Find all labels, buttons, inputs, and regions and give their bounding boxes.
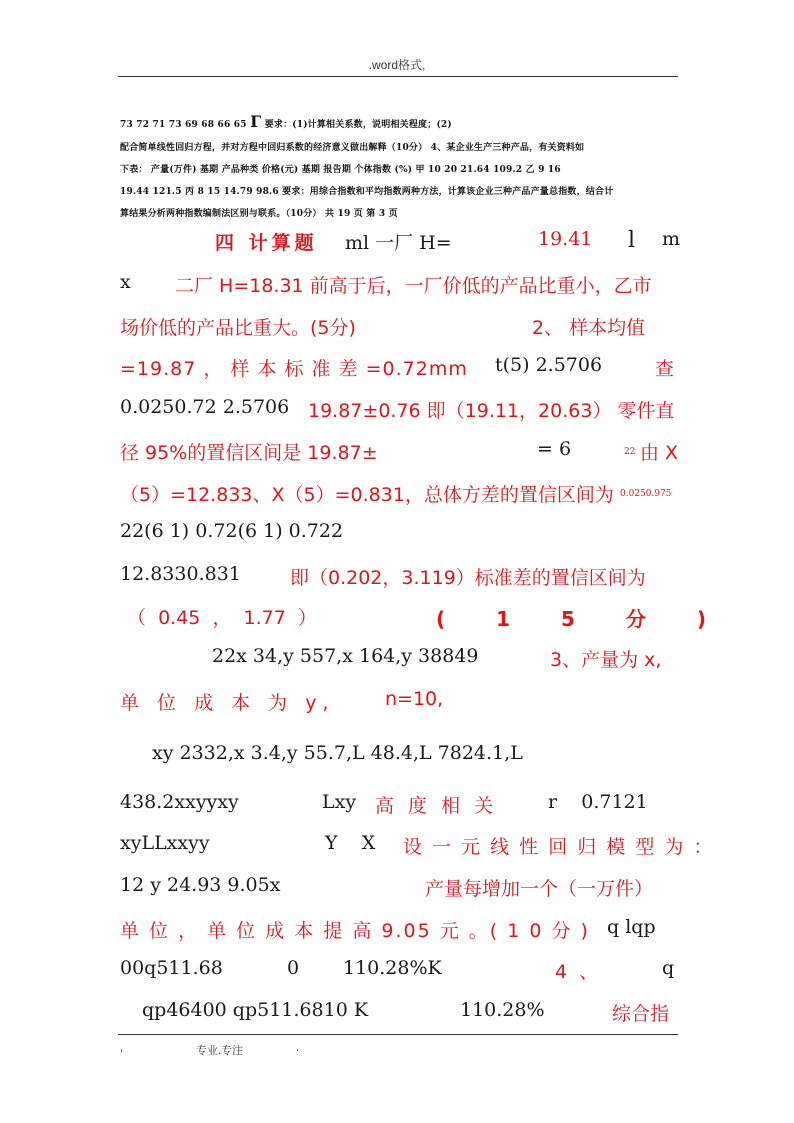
page-header: .word格式, [368, 58, 426, 72]
l7-b: 0.0250.975 [620, 489, 672, 499]
header-rule [118, 76, 678, 77]
intro-line-1-b: 要求：(1)计算相关系数，说明相关程度；(2) [264, 120, 452, 130]
l10-b: ( 1 5 分 ) [436, 607, 728, 631]
body-line-7 [0, 480, 794, 514]
l11-a: 22x 34,y 557,x 164,y 38849 [212, 645, 479, 667]
l1-d: m [662, 228, 681, 250]
body-line-11 [0, 645, 794, 679]
l4-b: t(5) 2.5706 [495, 354, 603, 376]
body-line-13 [0, 742, 794, 776]
l2-b: 二厂 H=18.31 前高于后，一厂价低的产品比重小，乙市 [175, 275, 652, 297]
l12-a: 单 位 成 本 为 y, [120, 692, 335, 714]
l6-a: 径 95%的置信区间是 19.87± [120, 442, 378, 464]
l14-c: 高 度 相 关 [375, 795, 498, 817]
section-title: 四 计算题 [215, 232, 318, 254]
intro-line-1 [120, 112, 680, 131]
footer-rule [118, 1034, 678, 1035]
l18-c: 110.28%K [343, 957, 442, 979]
l7-a: （5）=12.833、X（5）=0.831，总体方差的置信区间为 [120, 484, 614, 506]
l3-a: 场价低的产品比重大。(5分) [120, 317, 356, 339]
l6-c: 22 [624, 447, 636, 457]
l4-c: 查 [655, 358, 675, 380]
intro-line-1-a: 73 72 71 73 69 68 66 65 [120, 120, 247, 130]
body-line-18 [0, 957, 794, 991]
l19-a: qp46400 qp511.6810 K [142, 999, 369, 1021]
l18-b: 0 [287, 957, 300, 979]
intro-line-5: 算结果分析两种指数编制法区别与联系。（10分） 共 19 页 第 3 页 [120, 209, 398, 219]
body-line-2 [0, 271, 794, 305]
footer-center: 专业.专注 [196, 1045, 244, 1057]
l17-b: q lqp [607, 916, 656, 938]
body-line-15 [0, 832, 794, 866]
footer-right: . [296, 1042, 300, 1054]
body-line-6 [0, 438, 794, 472]
body-line-12 [0, 688, 794, 722]
l14-b: Lxy [322, 791, 357, 813]
l8-a: 22(6 1) 0.72(6 1) 0.722 [120, 520, 344, 542]
l11-b: 3、产量为 x, [550, 649, 662, 671]
l16-a: 12 y 24.93 9.05x [120, 874, 281, 896]
body-line-10 [0, 603, 794, 637]
l10-a: （ 0.45 ， 1.77 ） [127, 607, 317, 629]
l17-a: 单 位 ， 单 位 成 本 提 高 9.05 元 。( 1 0 分 ) [120, 920, 590, 942]
body-line-5 [0, 396, 794, 430]
l6-b: = 6 [537, 438, 572, 460]
l1-a: ml 一厂 H= [345, 232, 452, 254]
intro-line-2: 配合简单线性回归方程，并对方程中回归系数的经济意义做出解释（10分） 4、某企业生产三种产品，有关资料如 [120, 143, 585, 153]
l18-d: 4 、 [555, 961, 599, 983]
l13-a: xy 2332,x 3.4,y 55.7,L 48.4,L 7824.1,L [152, 742, 523, 764]
l6-d: 由 X [640, 442, 679, 464]
l18-a: 00q511.68 [120, 957, 223, 979]
l16-b: 产量每增加一个（一万件） [425, 878, 654, 900]
l19-c: 综合指 [612, 1003, 670, 1025]
intro-line-4: 19.44 121.5 丙 8 15 14.79 98.6 要求：用综合指数和平均指数两种方法，计算该企业三种产品产量总指数，结合计 [120, 187, 614, 197]
body-line-3 [0, 313, 794, 347]
l1-b: 19.41 [538, 228, 593, 250]
l18-e: q [662, 957, 675, 979]
l4-a: =19.87 ， 样 本 标 准 差 =0.72mm [120, 358, 468, 380]
l15-b: Y X [325, 832, 376, 854]
body-line-8 [0, 520, 794, 554]
footer-left: , [120, 1042, 124, 1054]
body-line-16 [0, 874, 794, 908]
body-line-4 [0, 354, 794, 388]
l5-b: 19.87±0.76 即（19.11，20.63） 零件直 [308, 400, 675, 422]
l12-b: n=10, [385, 688, 444, 710]
l9-a: 12.8330.831 [120, 563, 241, 585]
l15-c: 设 一 元 线 性 回 归 模 型 为 ： [403, 836, 715, 858]
intro-line-3: 下表： 产量(万件) 基期 产品种类 价格(元) 基期 报告期 个体指数 (%) 甲 10 20 21.64 109.2 乙 9 16 [120, 165, 561, 175]
l19-b: 110.28% [460, 999, 545, 1021]
l2-a: x [120, 271, 131, 293]
l9-b: 即（0.202，3.119）标准差的置信区间为 [290, 567, 646, 589]
l5-a: 0.0250.72 2.5706 [120, 396, 290, 418]
body-line-14 [0, 791, 794, 825]
body-line-9 [0, 563, 794, 597]
l3-b: 2、 样本均值 [532, 317, 646, 339]
l1-c: l [628, 228, 636, 253]
body-line-17 [0, 916, 794, 950]
l14-a: 438.2xxyyxy [120, 791, 239, 813]
l15-a: xyLLxxyy [120, 832, 210, 854]
intro-line-1-big: Г [250, 112, 262, 131]
l14-d: r 0.7121 [548, 791, 648, 813]
body-line-19 [0, 999, 794, 1033]
body-line-1 [0, 228, 794, 262]
